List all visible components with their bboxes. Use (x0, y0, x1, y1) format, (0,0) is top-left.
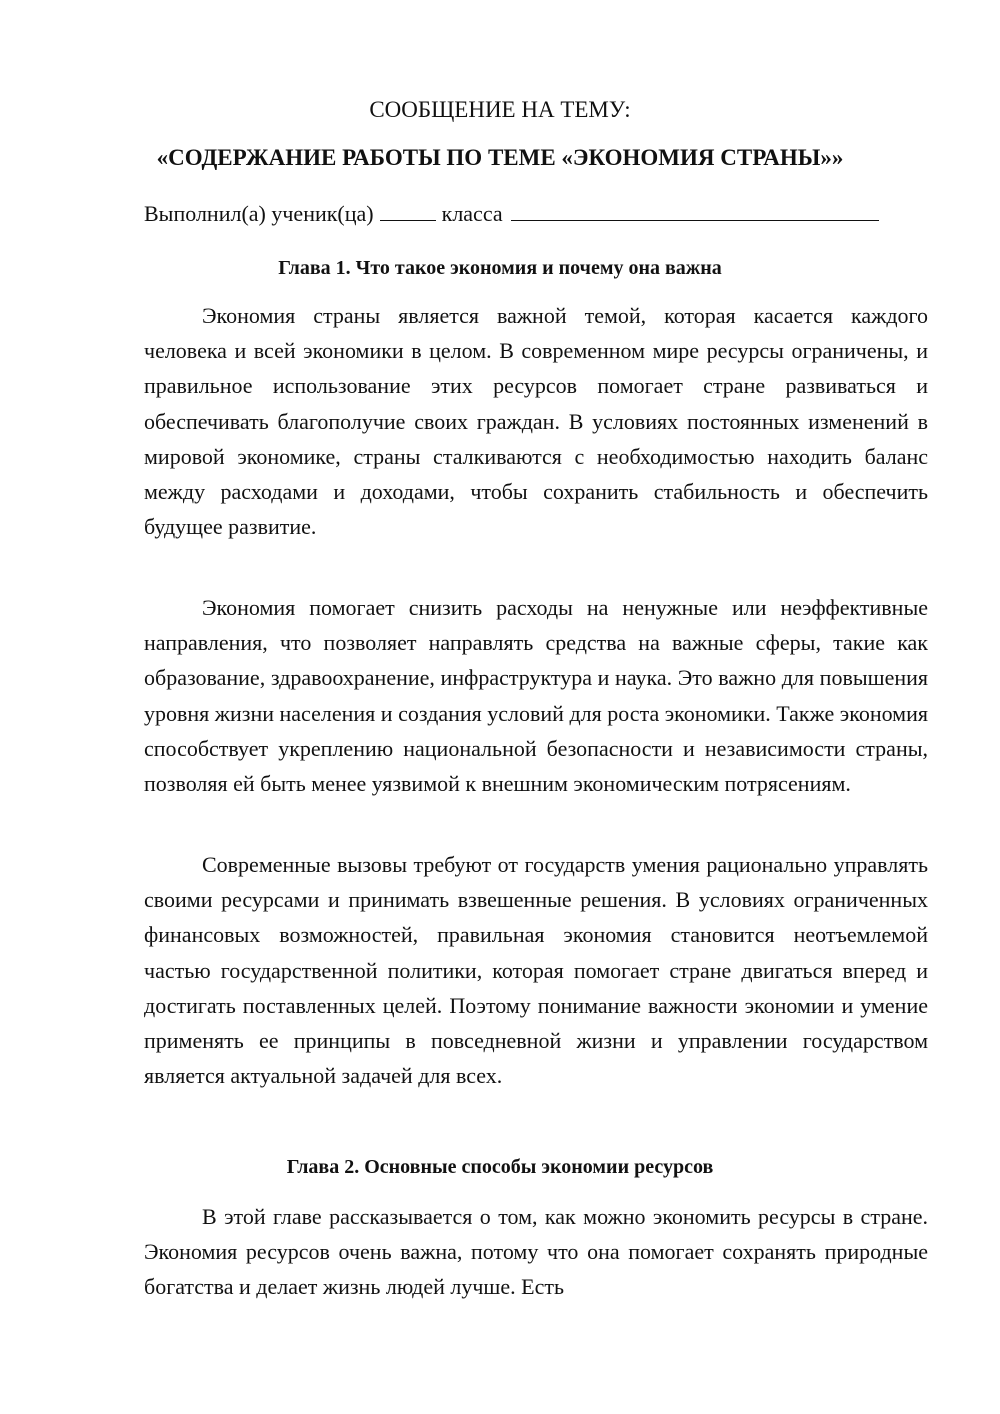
chapter-2-heading: Глава 2. Основные способы экономии ресурсов (286, 1156, 714, 1178)
class-number-blank (380, 198, 436, 221)
document-title-line-2: «СОДЕРЖАНИЕ РАБОТЫ ПО ТЕМЕ «ЭКОНОМИЯ СТРАНЫ»» (156, 145, 844, 170)
author-prefix: Выполнил(а) ученик(ца) (144, 201, 374, 226)
name-blank (511, 198, 879, 221)
chapter-1-paragraph-2: Экономия помогает снизить расходы на ненужные или неэффективные направления, что позволяет направлять средства на важные сферы, такие как образование, здравоохранение, инфраструктура и наука. Это важно для повышения уровня жизни населения и создания условий для роста экономики. Также экономия способствует укреплению национальной безопасности и независимости страны, позволяя ей быть менее уязвимой к внешним экономическим потрясениям. (144, 595, 928, 797)
chapter-1-heading: Глава 1. Что такое экономия и почему она важна (278, 257, 722, 279)
chapter-2-paragraph-1: В этой главе рассказывается о том, как можно экономить ресурсы в стране. Экономия ресурсов очень важна, потому что она помогает сохранять природные богатства и делает жизнь людей лучше. Есть (144, 1204, 928, 1300)
author-class-label: класса (441, 201, 503, 226)
author-line (144, 198, 944, 228)
document-title-line-1: СООБЩЕНИЕ НА ТЕМУ: (369, 97, 631, 122)
chapter-1-paragraph-3: Современные вызовы требуют от государств умения рационально управлять своими ресурсами и принимать взвешенные решения. В условиях ограниченных финансовых возможностей, правильная экономия становится неотъемлемой частью государственной политики, которая помогает стране двигаться вперед и достигать поставленных целей. Поэтому понимание важности экономии и умение применять ее принципы в повседневной жизни и управлении государством является актуальной задачей для всех. (144, 852, 928, 1089)
chapter-1-paragraph-1: Экономия страны является важной темой, которая касается каждого человека и всей экономики в целом. В современном мире ресурсы ограничены, и правильное использование этих ресурсов помогает стране развиваться и обеспечивать благополучие своих граждан. В условиях постоянных изменений в мировой экономике, страны сталкиваются с необходимостью находить баланс между расходами и доходами, чтобы сохранить стабильность и обеспечить будущее развитие. (144, 303, 928, 540)
